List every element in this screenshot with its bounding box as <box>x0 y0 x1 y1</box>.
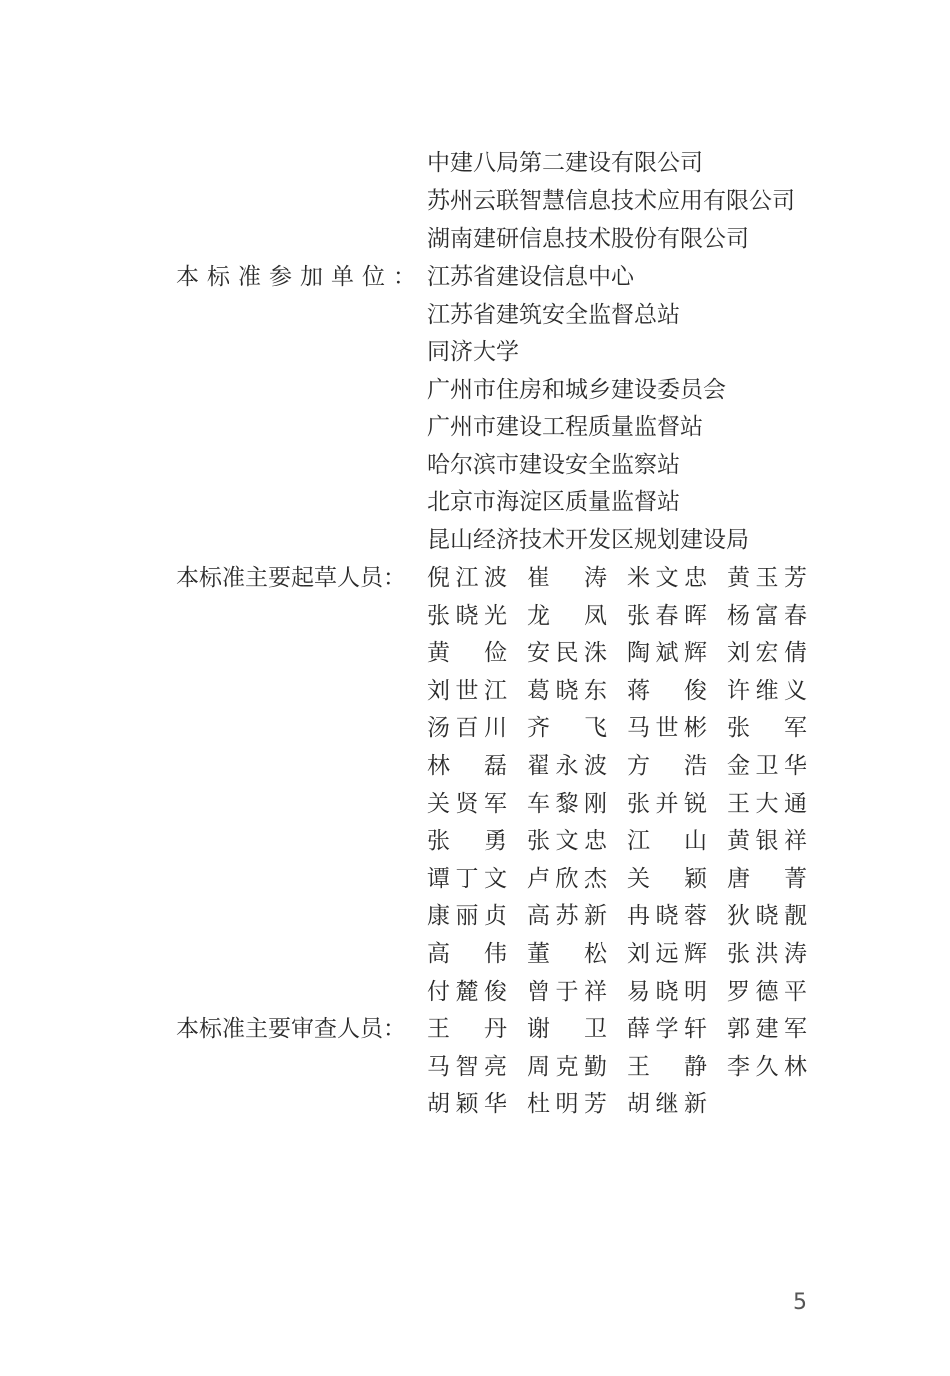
person-name: 狄晓靓 <box>727 903 807 930</box>
person-name: 金卫华 <box>727 753 807 779</box>
person-name: 张晓光 <box>427 602 507 629</box>
person-name: 张勇 <box>427 828 507 855</box>
person-name: 胡颖华 <box>427 1091 507 1118</box>
unit-line: 广州市住房和城乡建设委员会 <box>427 377 726 403</box>
unit-line: 江苏省建筑安全监督总站 <box>427 302 680 328</box>
page-number: 5 <box>793 1290 807 1315</box>
person-name: 杨富春 <box>727 602 807 629</box>
person-name: 江山 <box>627 828 707 855</box>
person-name: 崔涛 <box>527 565 607 591</box>
person-name: 张军 <box>727 715 807 742</box>
person-name: 汤百川 <box>427 715 507 742</box>
person-name: 杜明芳 <box>527 1091 607 1118</box>
unit-line: 同济大学 <box>427 339 519 365</box>
person-name: 黄玉芳 <box>727 565 807 591</box>
person-name: 康丽贞 <box>427 903 507 930</box>
unit-line: 哈尔滨市建设安全监察站 <box>427 452 680 478</box>
participating-units-label: 本标准参加单位： <box>176 264 424 290</box>
person-name: 刘远辉 <box>627 941 707 967</box>
unit-line: 北京市海淀区质量监督站 <box>427 489 680 515</box>
person-name: 曾于祥 <box>527 978 607 1005</box>
person-name: 易晓明 <box>627 978 707 1005</box>
person-name: 关贤军 <box>427 790 507 817</box>
person-name: 王丹 <box>427 1016 507 1042</box>
person-name: 许维义 <box>727 677 807 704</box>
person-name: 张文忠 <box>527 828 607 855</box>
person-name: 林磊 <box>427 753 507 779</box>
person-name: 张并锐 <box>627 790 707 817</box>
person-name: 谢卫 <box>527 1016 607 1042</box>
person-name: 罗德平 <box>727 978 807 1005</box>
person-name: 马智亮 <box>427 1053 507 1080</box>
person-name: 付麓俊 <box>427 978 507 1005</box>
unit-line: 苏州云联智慧信息技术应用有限公司 <box>427 188 795 214</box>
person-name: 刘世江 <box>427 677 507 704</box>
person-name: 唐菁 <box>727 865 807 892</box>
unit-line: 中建八局第二建设有限公司 <box>427 150 703 176</box>
person-name: 薛学轩 <box>627 1016 707 1042</box>
person-name: 黄银祥 <box>727 828 807 855</box>
person-name: 关颖 <box>627 865 707 892</box>
reviewers-label: 本标准主要审查人员： <box>176 1016 406 1042</box>
person-name: 齐飞 <box>527 715 607 742</box>
unit-line: 湖南建研信息技术股份有限公司 <box>427 226 749 252</box>
person-name: 李久林 <box>727 1053 807 1080</box>
person-name: 米文忠 <box>627 565 707 591</box>
person-name: 方浩 <box>627 753 707 779</box>
unit-line: 广州市建设工程质量监督站 <box>427 414 703 440</box>
unit-line: 昆山经济技术开发区规划建设局 <box>427 527 749 553</box>
person-name: 张洪涛 <box>727 941 807 967</box>
person-name: 王静 <box>627 1053 707 1080</box>
person-name: 车黎刚 <box>527 790 607 817</box>
person-name: 倪江波 <box>427 565 507 591</box>
person-name: 王大通 <box>727 790 807 817</box>
person-name: 谭丁文 <box>427 865 507 892</box>
person-name: 马世彬 <box>627 715 707 742</box>
person-name: 冉晓蓉 <box>627 903 707 930</box>
person-name: 胡继新 <box>627 1091 707 1118</box>
person-name: 陶斌辉 <box>627 640 707 667</box>
unit-line: 江苏省建设信息中心 <box>427 264 634 290</box>
person-name: 翟永波 <box>527 753 607 779</box>
person-name: 安民洙 <box>527 640 607 667</box>
person-name: 蒋俊 <box>627 677 707 704</box>
person-name: 卢欣杰 <box>527 865 607 892</box>
drafters-label: 本标准主要起草人员： <box>176 565 406 591</box>
person-name: 葛晓东 <box>527 677 607 704</box>
person-name: 郭建军 <box>727 1016 807 1042</box>
person-name: 刘宏倩 <box>727 640 807 667</box>
person-name: 周克勤 <box>527 1053 607 1080</box>
person-name: 龙凤 <box>527 602 607 629</box>
person-name: 董松 <box>527 941 607 967</box>
person-name: 黄俭 <box>427 640 507 667</box>
person-name: 张春晖 <box>627 602 707 629</box>
person-name: 高苏新 <box>527 903 607 930</box>
person-name: 高伟 <box>427 941 507 967</box>
